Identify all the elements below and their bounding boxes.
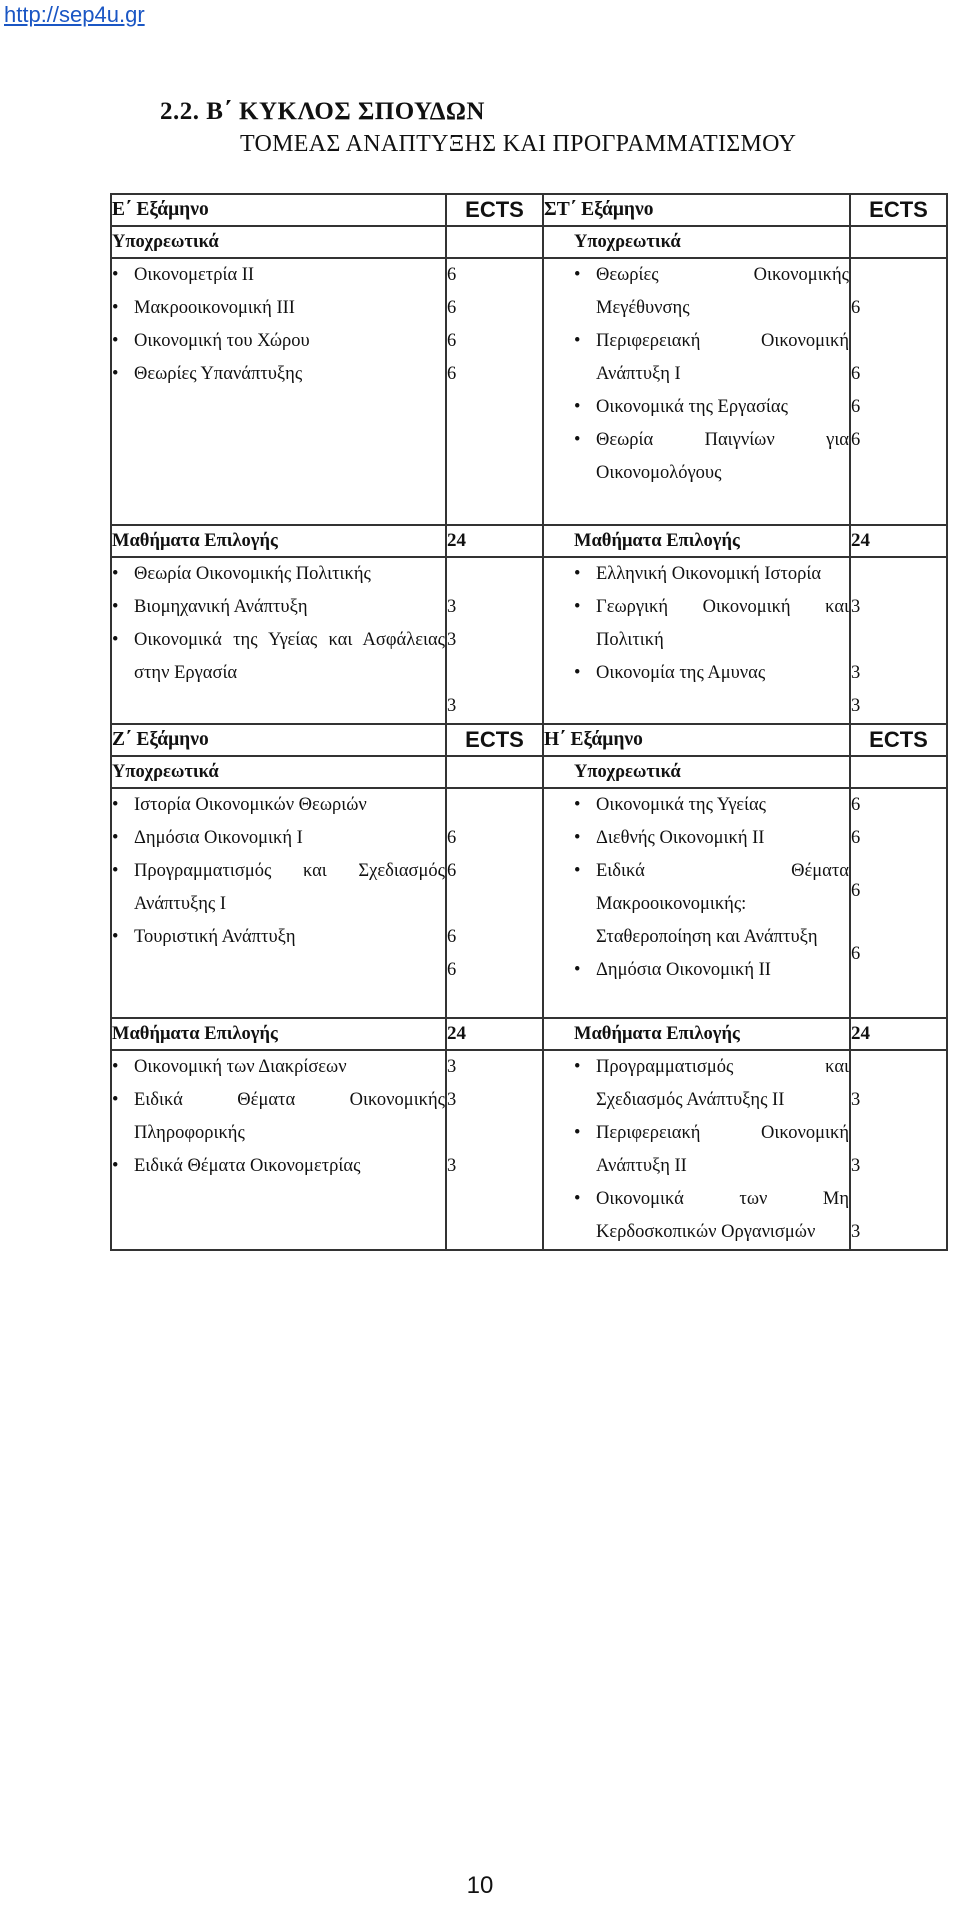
bullet-icon: • bbox=[574, 795, 581, 815]
list-item: • Δημόσια Οικονομική Ι bbox=[112, 822, 445, 855]
category-row bbox=[111, 525, 947, 557]
ects-value: 6 bbox=[851, 397, 861, 417]
site-link[interactable]: http://sep4u.gr bbox=[4, 2, 145, 27]
bullet-icon: • bbox=[574, 597, 581, 617]
course-list bbox=[543, 788, 850, 1018]
bullet-icon: • bbox=[112, 1090, 119, 1110]
page-number: 10 bbox=[466, 1872, 494, 1899]
bullet-icon: • bbox=[574, 1189, 581, 1209]
category-row bbox=[111, 1018, 947, 1050]
ects-column-header: ECTS bbox=[850, 194, 947, 226]
semester-header-row bbox=[111, 724, 947, 756]
category-title: Μαθήματα Επιλογής bbox=[543, 1018, 850, 1050]
bullet-icon: • bbox=[574, 663, 581, 683]
ects-value: 3 bbox=[447, 696, 457, 716]
bullet-icon: • bbox=[574, 397, 581, 417]
bullet-icon: • bbox=[574, 1123, 581, 1143]
empty-cell bbox=[446, 756, 543, 788]
course-list bbox=[111, 258, 446, 525]
course-list bbox=[111, 788, 446, 1018]
bullet-icon: • bbox=[574, 331, 581, 351]
list-item: • Οικονομικά της Υγείας και Ασφάλειας στην Εργασία bbox=[112, 624, 445, 690]
bullet-icon: • bbox=[112, 1156, 119, 1176]
ects-value: 3 bbox=[447, 1090, 457, 1110]
ects-value: 3 bbox=[851, 597, 861, 617]
ects-value: 3 bbox=[447, 1057, 457, 1077]
ects-value: 6 bbox=[447, 861, 457, 881]
course-list bbox=[543, 557, 850, 724]
category-row bbox=[111, 756, 947, 788]
course-row bbox=[111, 258, 947, 525]
category-title: Υποχρεωτικά bbox=[111, 756, 446, 788]
list-item: • Περιφερειακή Οικονομική Ανάπτυξη Ι bbox=[574, 325, 849, 391]
bullet-icon: • bbox=[112, 364, 119, 384]
ects-value: 3 bbox=[447, 1156, 457, 1176]
list-item: • Τουριστική Ανάπτυξη bbox=[112, 921, 445, 954]
section-subheading: ΤΟΜΕΑΣ ΑΝΑΠΤΥΞΗΣ ΚΑΙ ΠΡΟΓΡΑΜΜΑΤΙΣΜΟΥ bbox=[240, 131, 797, 157]
list-item: • Διεθνής Οικονομική ΙΙ bbox=[574, 822, 849, 855]
ects-value: 6 bbox=[447, 364, 457, 384]
bullet-icon: • bbox=[574, 861, 581, 881]
list-item: • Βιομηχανική Ανάπτυξη bbox=[112, 591, 445, 624]
ects-value: 6 bbox=[851, 298, 861, 318]
ects-value: 3 bbox=[851, 1090, 861, 1110]
bullet-icon: • bbox=[574, 960, 581, 980]
bullet-icon: • bbox=[574, 430, 581, 450]
ects-value: 6 bbox=[851, 944, 861, 964]
bullet-icon: • bbox=[112, 861, 119, 881]
course-list bbox=[111, 1050, 446, 1250]
ects-value: 6 bbox=[447, 828, 457, 848]
list-item: • Ειδικά Θέματα Οικονομετρίας bbox=[112, 1150, 445, 1183]
semester-title: Ε΄ Εξάμηνο bbox=[111, 194, 446, 226]
bullet-icon: • bbox=[112, 265, 119, 285]
bullet-icon: • bbox=[112, 1057, 119, 1077]
list-item: • Οικονομικά της Υγείας bbox=[574, 789, 849, 822]
ects-value: 6 bbox=[447, 298, 457, 318]
category-row bbox=[111, 226, 947, 258]
course-row bbox=[111, 557, 947, 724]
ects-total: 24 bbox=[446, 525, 543, 557]
bullet-icon: • bbox=[574, 265, 581, 285]
ects-value: 3 bbox=[851, 1222, 861, 1242]
ects-column-header: ECTS bbox=[446, 724, 543, 756]
course-list bbox=[543, 258, 850, 525]
category-title: Υποχρεωτικά bbox=[543, 226, 850, 258]
empty-cell bbox=[850, 226, 947, 258]
semester-title: ΣΤ΄ Εξάμηνο bbox=[543, 194, 850, 226]
bullet-icon: • bbox=[112, 331, 119, 351]
category-title: Υποχρεωτικά bbox=[111, 226, 446, 258]
list-item: • Γεωργική Οικονομική και Πολιτική bbox=[574, 591, 849, 657]
ects-values bbox=[446, 258, 543, 525]
course-row bbox=[111, 1050, 947, 1250]
bullet-icon: • bbox=[574, 564, 581, 584]
ects-value: 6 bbox=[447, 331, 457, 351]
list-item: • Οικονομική του Χώρου bbox=[112, 325, 445, 358]
list-item: • Θεωρίες Υπανάπτυξης bbox=[112, 358, 445, 391]
list-item: • Προγραμματισμός και Σχεδιασμός Ανάπτυξης Ι bbox=[112, 855, 445, 921]
bullet-icon: • bbox=[112, 564, 119, 584]
ects-value: 6 bbox=[851, 430, 861, 450]
bullet-icon: • bbox=[112, 298, 119, 318]
bullet-icon: • bbox=[574, 828, 581, 848]
ects-value: 6 bbox=[447, 960, 457, 980]
ects-value: 6 bbox=[851, 881, 861, 901]
course-list bbox=[543, 1050, 850, 1250]
list-item: • Οικονομικά των Μη Κερδοσκοπικών Οργανισμών bbox=[574, 1183, 849, 1249]
ects-value: 3 bbox=[447, 630, 457, 650]
list-item: • Δημόσια Οικονομική ΙΙ bbox=[574, 954, 849, 987]
ects-values bbox=[850, 557, 947, 724]
list-item: • Θεωρία Οικονομικής Πολιτικής bbox=[112, 558, 445, 591]
ects-value: 6 bbox=[851, 364, 861, 384]
ects-value: 3 bbox=[447, 597, 457, 617]
ects-values bbox=[850, 1050, 947, 1250]
category-title: Μαθήματα Επιλογής bbox=[111, 525, 446, 557]
ects-total: 24 bbox=[850, 525, 947, 557]
ects-values bbox=[850, 788, 947, 1018]
bullet-icon: • bbox=[574, 1057, 581, 1077]
list-item: • Θεωρίες Οικονομικής Μεγέθυνσης bbox=[574, 259, 849, 325]
ects-table bbox=[110, 193, 948, 1251]
empty-cell bbox=[850, 756, 947, 788]
ects-value: 6 bbox=[447, 265, 457, 285]
ects-values bbox=[446, 788, 543, 1018]
ects-column-header: ECTS bbox=[850, 724, 947, 756]
empty-cell bbox=[446, 226, 543, 258]
list-item: • Ειδικά Θέματα Οικονομικής Πληροφορικής bbox=[112, 1084, 445, 1150]
ects-total: 24 bbox=[446, 1018, 543, 1050]
ects-total: 24 bbox=[850, 1018, 947, 1050]
bullet-icon: • bbox=[112, 927, 119, 947]
list-item: • Οικονομία της Αμυνας bbox=[574, 657, 849, 690]
list-item: • Περιφερειακή Οικονομική Ανάπτυξη ΙΙ bbox=[574, 1117, 849, 1183]
ects-value: 3 bbox=[851, 1156, 861, 1176]
list-item: • Οικονομική των Διακρίσεων bbox=[112, 1051, 445, 1084]
ects-value: 3 bbox=[851, 663, 861, 683]
list-item: • Θεωρία Παιγνίων για Οικονομολόγους bbox=[574, 424, 849, 490]
ects-value: 6 bbox=[851, 828, 861, 848]
ects-values bbox=[446, 557, 543, 724]
list-item: • Ειδικά Θέματα Μακροοικονομικής: Σταθεροποίηση και Ανάπτυξη bbox=[574, 855, 849, 954]
course-list bbox=[111, 557, 446, 724]
ects-values bbox=[446, 1050, 543, 1250]
semester-header-row bbox=[111, 194, 947, 226]
course-row bbox=[111, 788, 947, 1018]
semester-title: Ζ΄ Εξάμηνο bbox=[111, 724, 446, 756]
bullet-icon: • bbox=[112, 597, 119, 617]
list-item: • Προγραμματισμός και Σχεδιασμός Ανάπτυξης ΙΙ bbox=[574, 1051, 849, 1117]
list-item: • Ιστορία Οικονομικών Θεωριών bbox=[112, 789, 445, 822]
category-title: Μαθήματα Επιλογής bbox=[111, 1018, 446, 1050]
ects-value: 6 bbox=[447, 927, 457, 947]
list-item: • Μακροοικονομική ΙΙΙ bbox=[112, 292, 445, 325]
list-item: • Οικονομικά της Εργασίας bbox=[574, 391, 849, 424]
ects-value: 6 bbox=[851, 795, 861, 815]
ects-value: 3 bbox=[851, 696, 861, 716]
semester-title: Η΄ Εξάμηνο bbox=[543, 724, 850, 756]
category-title: Υποχρεωτικά bbox=[543, 756, 850, 788]
bullet-icon: • bbox=[112, 795, 119, 815]
section-heading: 2.2. Β΄ ΚΥΚΛΟΣ ΣΠΟΥΔΩΝ bbox=[160, 98, 485, 125]
list-item: • Οικονομετρία ΙΙ bbox=[112, 259, 445, 292]
list-item: • Ελληνική Οικονομική Ιστορία bbox=[574, 558, 849, 591]
category-title: Μαθήματα Επιλογής bbox=[543, 525, 850, 557]
ects-values bbox=[850, 258, 947, 525]
bullet-icon: • bbox=[112, 828, 119, 848]
ects-column-header: ECTS bbox=[446, 194, 543, 226]
bullet-icon: • bbox=[112, 630, 119, 650]
